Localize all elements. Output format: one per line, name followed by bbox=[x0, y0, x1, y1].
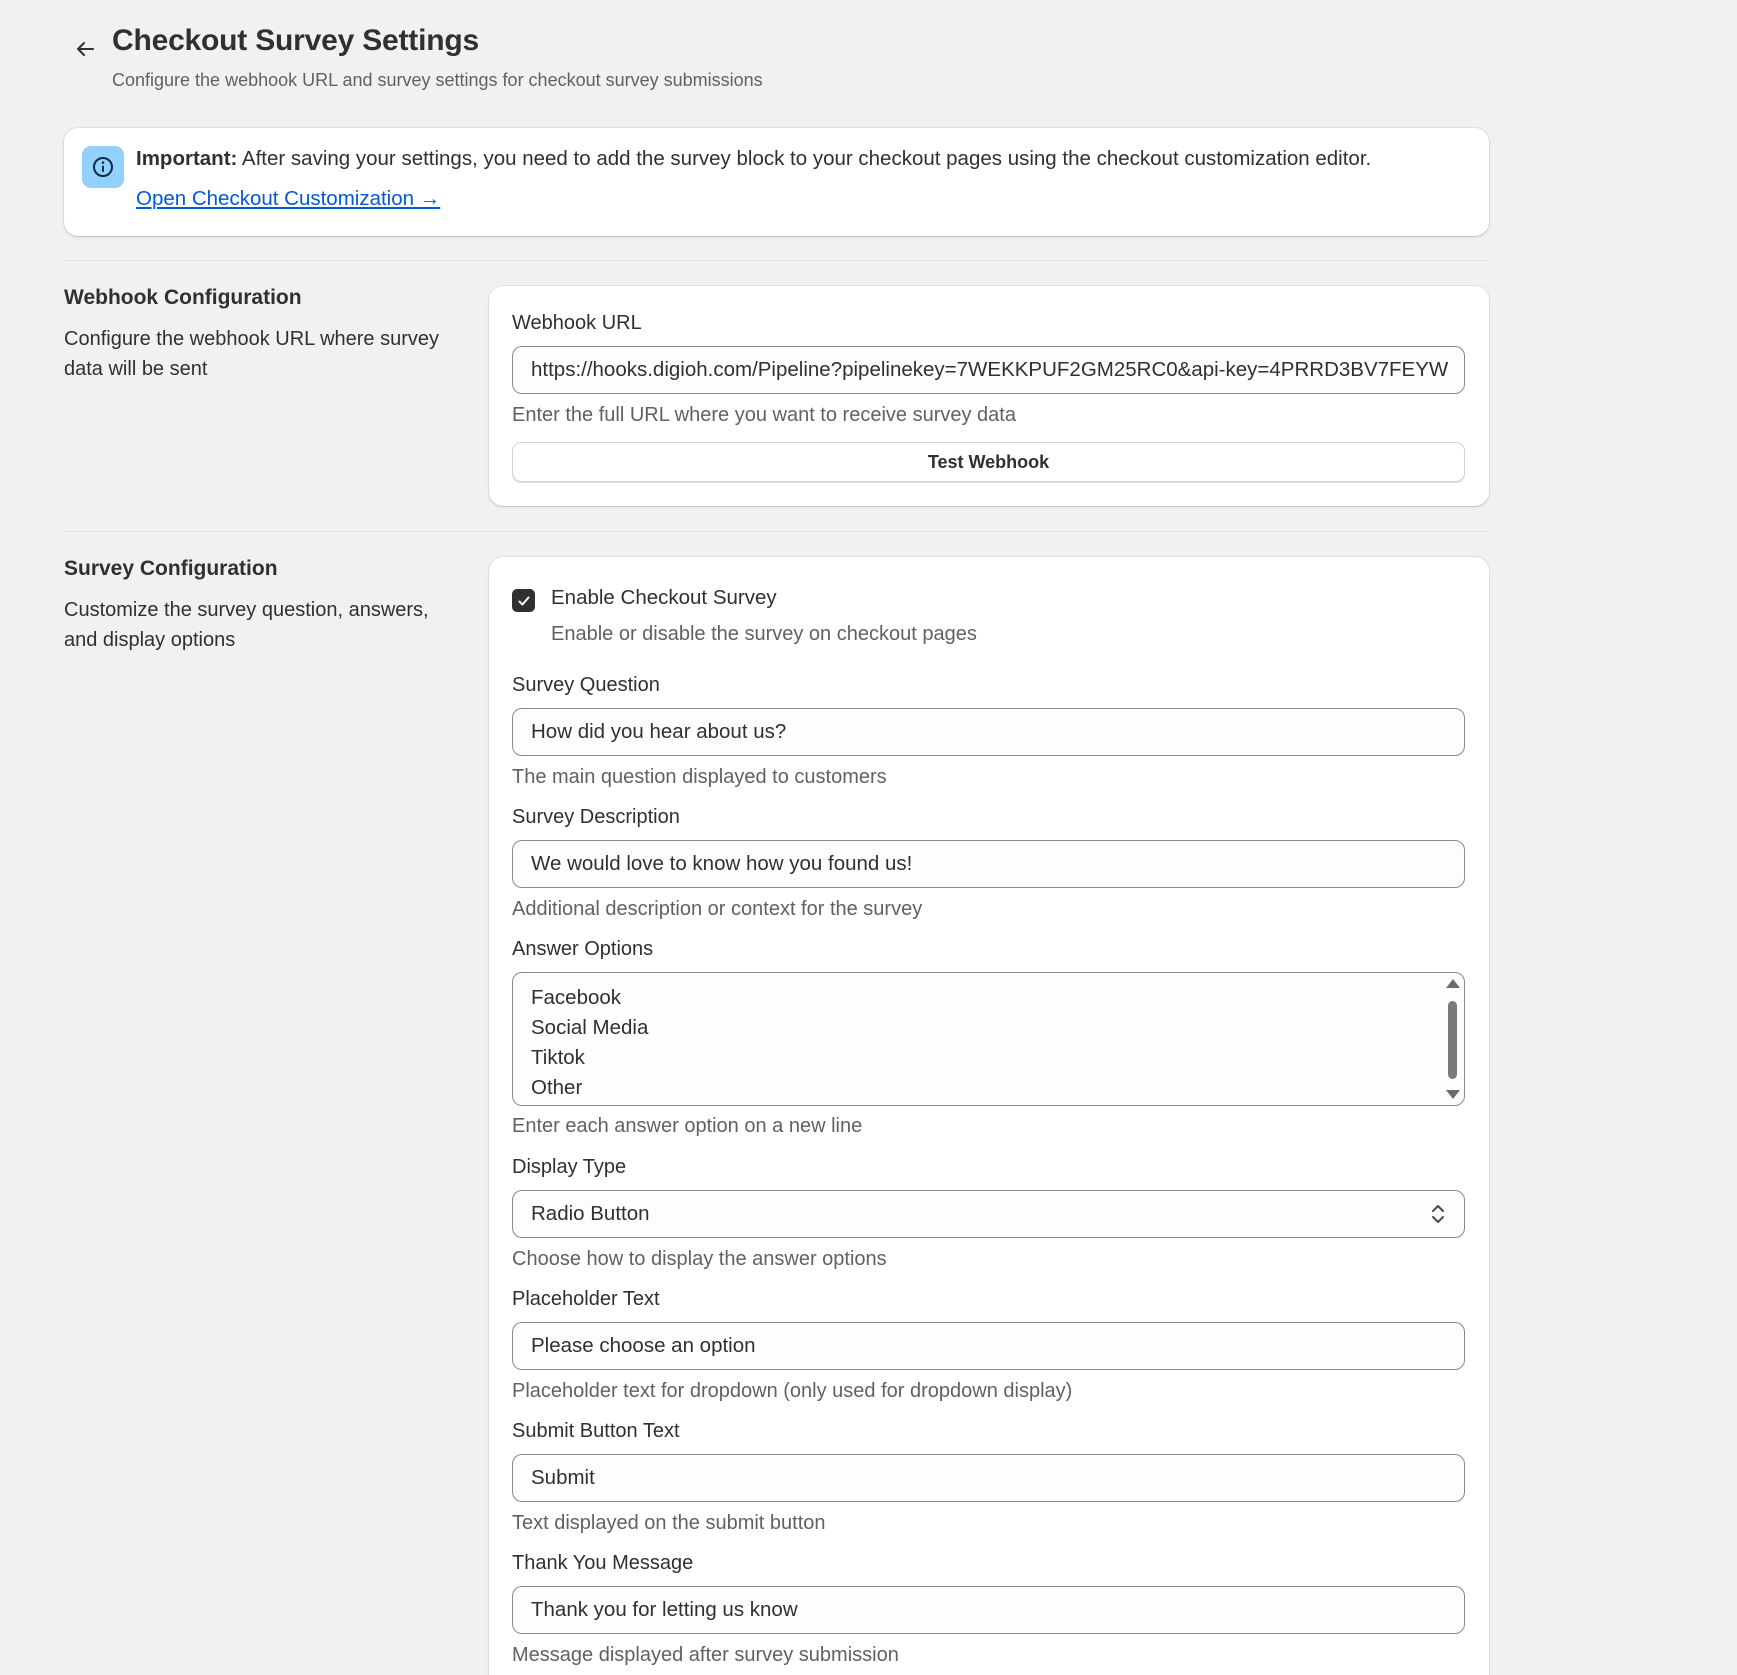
submit-button-text-field bbox=[512, 1418, 1465, 1534]
placeholder-text-field bbox=[512, 1286, 1465, 1402]
survey-section-description: Customize the survey question, answers, and display options bbox=[64, 599, 429, 651]
survey-description-label: Survey Description bbox=[512, 806, 680, 828]
survey-question-field bbox=[512, 672, 1465, 788]
survey-question-help: The main question displayed to customers bbox=[512, 766, 887, 788]
placeholder-text-label: Placeholder Text bbox=[512, 1288, 660, 1310]
banner-label: Important: bbox=[136, 147, 238, 170]
enable-survey-checkbox[interactable] bbox=[512, 589, 535, 612]
survey-description-help: Additional description or context for the survey bbox=[512, 898, 923, 920]
survey-card bbox=[489, 557, 1489, 1675]
submit-button-text-label: Submit Button Text bbox=[512, 1420, 680, 1442]
test-webhook-button[interactable]: Test Webhook bbox=[512, 442, 1465, 482]
thank-you-message-help: Message displayed after survey submission bbox=[512, 1644, 899, 1666]
survey-description-input[interactable]: We would love to know how you found us! bbox=[512, 840, 1465, 888]
scroll-up-arrow-icon[interactable] bbox=[1446, 979, 1460, 988]
thank-you-message-input[interactable]: Thank you for letting us know bbox=[512, 1586, 1465, 1634]
display-type-field bbox=[512, 1154, 1465, 1270]
webhook-section-title: Webhook Configuration bbox=[64, 286, 302, 309]
display-type-selected: Radio Button bbox=[531, 1202, 650, 1225]
webhook-url-field bbox=[512, 310, 1465, 472]
checkmark-icon bbox=[516, 593, 532, 609]
display-type-help: Choose how to display the answer options bbox=[512, 1248, 887, 1270]
display-type-label: Display Type bbox=[512, 1156, 627, 1178]
section-divider bbox=[64, 260, 1489, 261]
info-icon bbox=[82, 146, 124, 188]
section-divider bbox=[64, 531, 1489, 532]
page-subtitle: Configure the webhook URL and survey settings for checkout survey submissions bbox=[112, 70, 763, 90]
answer-options-field bbox=[512, 936, 1465, 1137]
submit-button-text-help: Text displayed on the submit button bbox=[512, 1512, 826, 1534]
enable-survey-label: Enable Checkout Survey bbox=[551, 586, 777, 609]
open-checkout-customization-link[interactable]: Open Checkout Customization → bbox=[136, 187, 441, 210]
webhook-card bbox=[489, 286, 1489, 506]
placeholder-text-help: Placeholder text for dropdown (only used for dropdown display) bbox=[512, 1380, 1073, 1402]
scroll-down-arrow-icon[interactable] bbox=[1446, 1090, 1460, 1099]
answer-options-help: Enter each answer option on a new line bbox=[512, 1115, 863, 1137]
display-type-select[interactable] bbox=[512, 1190, 1465, 1238]
back-button[interactable] bbox=[68, 32, 102, 66]
select-chevron-icon bbox=[1428, 1203, 1448, 1225]
banner-message bbox=[136, 146, 1469, 172]
survey-section-title: Survey Configuration bbox=[64, 557, 278, 580]
scroll-thumb[interactable] bbox=[1448, 1001, 1457, 1079]
enable-survey-help: Enable or disable the survey on checkout pages bbox=[551, 623, 977, 645]
submit-button-text-input[interactable]: Submit bbox=[512, 1454, 1465, 1502]
survey-section-annotation bbox=[64, 557, 464, 655]
answer-option: Tiktok bbox=[531, 1046, 585, 1069]
webhook-section-description: Configure the webhook URL where survey data will be sent bbox=[64, 328, 440, 380]
webhook-url-input[interactable]: https://hooks.digioh.com/Pipeline?pipelinekey=7WEKKPUF2GM25RC0&api-key=4PRRD3BV7FEYW bbox=[512, 346, 1465, 394]
survey-description-field bbox=[512, 804, 1465, 920]
webhook-url-help: Enter the full URL where you want to receive survey data bbox=[512, 404, 1016, 426]
webhook-url-label: Webhook URL bbox=[512, 312, 642, 334]
answer-options-label: Answer Options bbox=[512, 938, 654, 960]
answer-option: Social Media bbox=[531, 1016, 649, 1039]
answer-option: Other bbox=[531, 1076, 583, 1099]
arrow-left-icon bbox=[73, 37, 97, 61]
webhook-section-annotation bbox=[64, 286, 464, 384]
thank-you-message-label: Thank You Message bbox=[512, 1552, 694, 1574]
important-banner bbox=[64, 128, 1489, 236]
survey-question-label: Survey Question bbox=[512, 674, 660, 696]
answer-options-textarea[interactable] bbox=[512, 972, 1465, 1106]
answer-option: Facebook bbox=[531, 986, 622, 1009]
banner-body: After saving your settings, you need to add the survey block to your checkout pages using the checkout customization editor. bbox=[237, 147, 1372, 170]
placeholder-text-input[interactable]: Please choose an option bbox=[512, 1322, 1465, 1370]
thank-you-message-field bbox=[512, 1550, 1465, 1666]
textarea-scrollbar[interactable] bbox=[1444, 977, 1460, 1101]
page-title: Checkout Survey Settings bbox=[112, 24, 479, 57]
survey-question-input[interactable]: How did you hear about us? bbox=[512, 708, 1465, 756]
